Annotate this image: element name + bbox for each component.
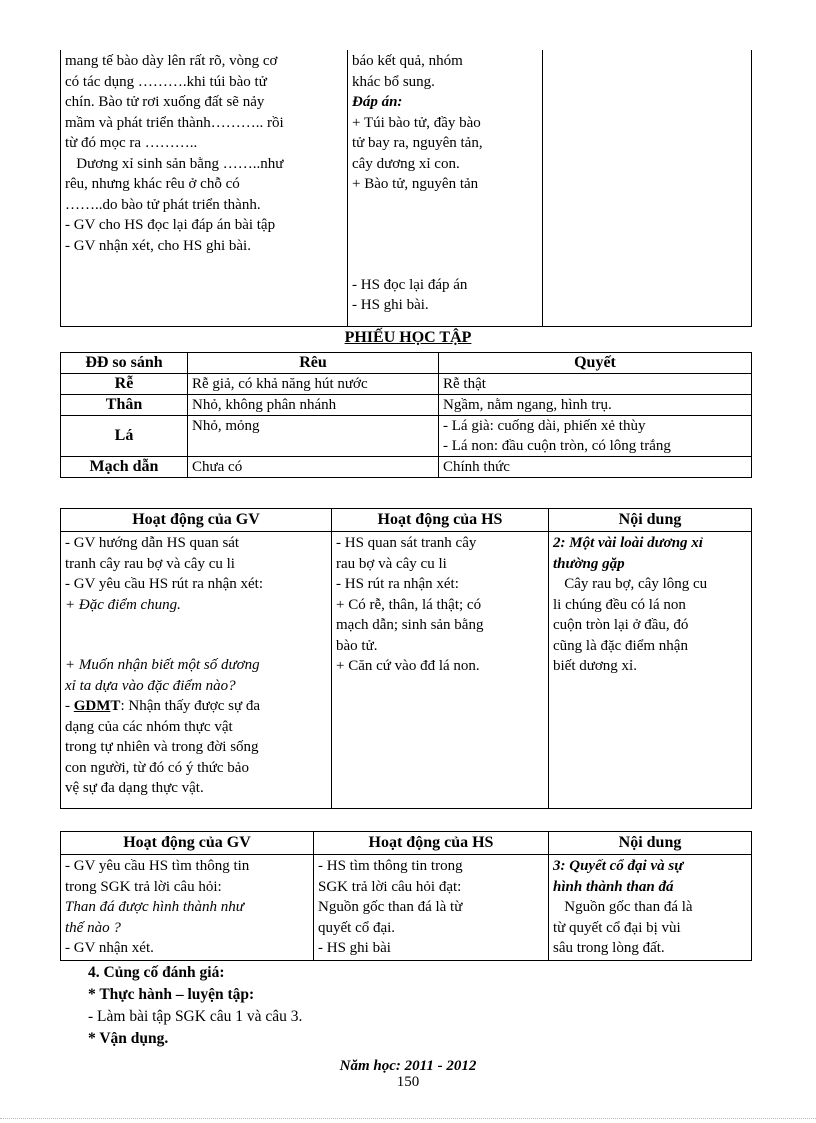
activity2-gv-line: vệ sự đa dạng thực vật. [65,780,204,796]
activity2-gv-line: con người, từ đó có ý thức bảo [65,759,249,776]
activity2-hs-line: mạch dẫn; sinh sản bằng [336,617,484,633]
activity3-gv-line: - GV nhận xét. [65,940,154,956]
activity2-nd-title: thường gặp [553,555,625,572]
activity3-gv-question: Than đá được hình thành như [65,899,244,915]
activity3-hs-line: - HS tìm thông tin trong [318,858,463,874]
activity2-gv-line: + Đặc điểm chung. [65,596,181,613]
activity2-table [60,508,752,809]
worksheet-cell: Rễ thật [439,374,752,395]
activity3-header-gv: Hoạt động của GV [61,832,314,855]
activity3-header-hs: Hoạt động của HS [314,832,549,855]
school-year: Năm học: 2011 - 2012 [339,1058,477,1074]
page-number: 150 [396,1074,420,1090]
activity2-header-nd: Nội dung [549,509,752,532]
page-bottom-divider [0,1118,816,1119]
top-gv-line: mầm và phát triển thành……….. rồi [65,114,284,131]
activity2-hs-line: rau bợ và cây cu li [336,555,447,572]
worksheet-row-label: Mạch dẫn [61,457,188,478]
activity3-hs-line: - HS ghi bài [318,940,391,956]
worksheet-line: - Lá non: đầu cuộn tròn, có lông trắng [443,438,671,454]
activity3-gv-cell [61,855,314,961]
top-gv-cell [61,50,348,327]
worksheet-line: - Lá già: cuống dài, phiến xẻ thùy [443,418,646,434]
top-gv-line: chín. Bào tử rơi xuống đất sẽ nảy [65,94,265,110]
top-continuation-table [60,50,752,327]
worksheet-row-label: Rễ [61,374,188,395]
worksheet-cell: Rễ giả, có khả năng hút nước [188,374,439,395]
closing-section [88,962,302,1050]
activity3-table [60,831,752,961]
activity2-gv-line: + Muốn nhận biết một số dương [65,657,260,673]
top-gv-line: mang tế bào dày lên rất rõ, vòng cơ [65,53,278,69]
activity2-nd-line: cuộn tròn lại ở đầu, đó [553,617,689,633]
top-gv-line: từ đó mọc ra ……….. [65,135,198,151]
practice-heading: * Thực hành – luyện tập: [88,986,255,1003]
worksheet-header: Rêu [188,353,439,374]
top-hs-line: - HS đọc lại đáp án [352,276,468,293]
activity3-nd-title: 3: Quyết cổ đại và sự [553,858,684,874]
activity3-gv-line: - GV yêu cầu HS tìm thông tin [65,858,250,874]
top-hs-line: cây dương xỉ con. [352,155,460,172]
answer-label: Đáp án: [352,94,403,110]
worksheet-table [60,352,752,478]
activity2-header-hs: Hoạt động của HS [332,509,549,532]
activity2-gv-line: tranh cây rau bợ và cây cu li [65,555,235,572]
activity3-hs-line: quyết cổ đại. [318,919,396,936]
activity3-hs-line: Nguồn gốc than đá là từ [318,899,463,915]
activity2-gv-line: - GDMT: Nhận thấy được sự đa [65,698,261,714]
top-hs-cell [348,50,543,327]
worksheet-cell [439,416,752,457]
activity3-gv-line: trong SGK trả lời câu hỏi: [65,878,222,895]
activity2-nd-cell [549,532,752,809]
activity2-nd-line: li chúng đều có lá non [553,596,686,613]
worksheet-cell: Nhỏ, không phân nhánh [188,395,439,416]
top-hs-line: tử bay ra, nguyên tản, [352,135,483,151]
worksheet-row-label: Lá [61,416,188,457]
activity2-gv-line: - GV hướng dẫn HS quan sát [65,535,240,551]
activity2-gv-line: dạng của các nhóm thực vật [65,718,233,735]
activity3-nd-line: từ quyết cổ đại bị vùi [553,919,681,936]
worksheet-cell: Nhỏ, mỏng [188,416,439,457]
activity3-header-nd: Nội dung [549,832,752,855]
top-nd-cell [543,50,752,327]
exercise-text: - Làm bài tập SGK câu 1 và câu 3. [88,1008,303,1025]
activity2-hs-cell [332,532,549,809]
activity2-gv-line: xỉ ta dựa vào đặc điểm nào? [65,677,236,694]
activity2-gv-line: trong tự nhiên và trong đời sống [65,739,259,755]
gdm-label: GDM [73,698,111,714]
top-gv-line: Dương xỉ sinh sản bằng ……..như [65,155,284,172]
activity2-nd-line: biết dương xỉ. [553,658,637,674]
activity2-header-gv: Hoạt động của GV [61,509,332,532]
activity3-hs-cell [314,855,549,961]
worksheet-cell: Ngầm, nằm ngang, hình trụ. [439,395,752,416]
activity2-gv-cell [61,532,332,809]
top-gv-line: - GV nhận xét, cho HS ghi bài. [65,237,251,254]
apply-heading: * Vận dụng. [88,1030,169,1047]
activity3-hs-line: SGK trả lời câu hỏi đạt: [318,878,462,895]
activity3-nd-title: hình thành than đá [553,878,674,895]
activity3-nd-cell [549,855,752,961]
activity2-nd-line: cũng là đặc điểm nhận [553,637,688,654]
worksheet-row-label: Thân [61,395,188,416]
top-hs-line: báo kết quả, nhóm [352,53,463,69]
activity2-hs-line: - HS rút ra nhận xét: [336,576,459,592]
activity2-hs-line: - HS quan sát tranh cây [336,535,477,551]
top-hs-line: khác bổ sung. [352,73,435,90]
top-hs-line: - HS ghi bài. [352,297,429,313]
worksheet-cell: Chưa có [188,457,439,478]
worksheet-header: Quyết [439,353,752,374]
top-gv-line: ……..do bào tử phát triển thành. [65,196,261,213]
worksheet-title: PHIẾU HỌC TẬP [344,329,472,346]
activity2-nd-title: 2: Một vài loài dương xỉ [553,535,703,551]
top-hs-line: + Túi bào tử, đầy bào [352,114,481,131]
activity3-gv-question: thế nào ? [65,919,121,936]
top-gv-line: có tác dụng ……….khi túi bào tử [65,73,267,90]
worksheet-header: ĐĐ so sánh [61,353,188,374]
worksheet-cell: Chính thức [439,457,752,478]
activity2-gv-line: - GV yêu cầu HS rút ra nhận xét: [65,576,264,592]
activity3-nd-line: Nguồn gốc than đá là [553,899,693,915]
section-heading: 4. Củng cố đánh giá: [88,964,225,981]
top-gv-line: rêu, nhưng khác rêu ở chỗ có [65,176,240,192]
activity2-hs-line: + Có rễ, thân, lá thật; có [336,596,482,613]
activity3-nd-line: sâu trong lòng đất. [553,940,665,956]
activity2-hs-line: + Căn cứ vào đđ lá non. [336,658,480,674]
top-hs-line: + Bào tử, nguyên tản [352,176,479,192]
activity2-hs-line: bào tử. [336,637,378,654]
activity2-nd-line: Cây rau bợ, cây lông cu [553,576,708,592]
top-gv-line: - GV cho HS đọc lại đáp án bài tập [65,217,276,233]
